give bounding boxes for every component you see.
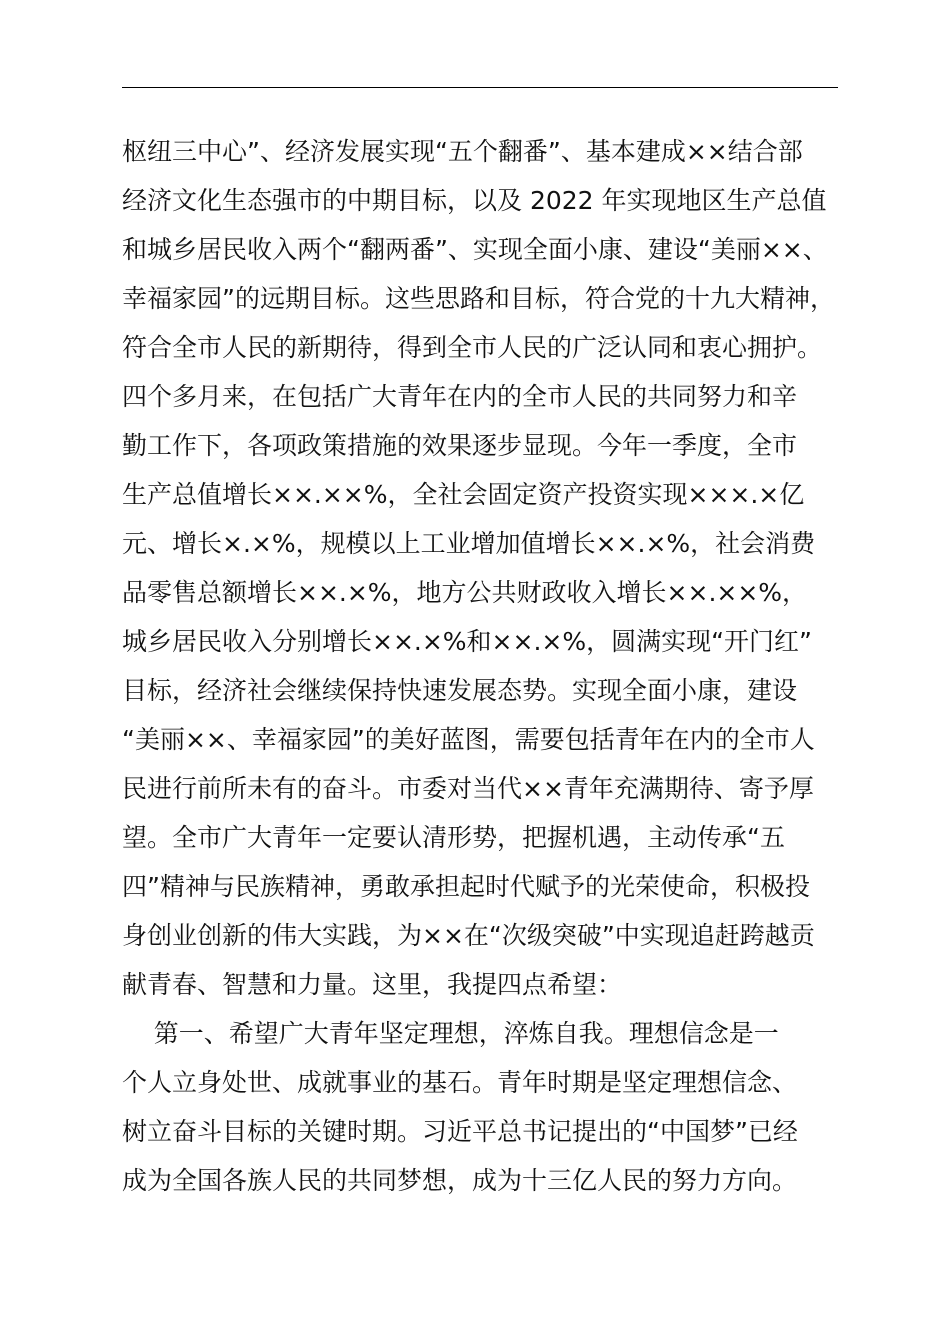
text-line: 品零售总额增长××.×%，地方公共财政收入增长××.××%， [122, 578, 808, 607]
page-body [122, 127, 862, 1205]
text-line: 成为全国各族人民的共同梦想，成为十三亿人民的努力方向。 [122, 1166, 798, 1195]
text-line: 身创业创新的伟大实践，为××在“次级突破”中实现追赶跨越贡 [122, 921, 815, 950]
text-line: 枢纽三中心”、经济发展实现“五个翻番”、基本建成××结合部 [122, 137, 803, 166]
text-line: 望。全市广大青年一定要认清形势，把握机遇，主动传承“五 [122, 823, 785, 852]
text-line: 四个多月来，在包括广大青年在内的全市人民的共同努力和辛 [122, 382, 798, 411]
text-line: 民进行前所未有的奋斗。市委对当代××青年充满期待、寄予厚 [122, 774, 814, 803]
text-line: 经济文化生态强市的中期目标，以及 2022 年实现地区生产总值 [122, 186, 827, 215]
paragraph [122, 1009, 862, 1205]
text-line: 勤工作下，各项政策措施的效果逐步显现。今年一季度，全市 [122, 431, 798, 460]
text-line: 符合全市人民的新期待，得到全市人民的广泛认同和衷心拥护。 [122, 333, 823, 362]
text-line: 四”精神与民族精神，勇敢承担起时代赋予的光荣使命，积极投 [122, 872, 810, 901]
text-line: 献青春、智慧和力量。这里，我提四点希望： [122, 970, 623, 999]
text-line: 个人立身处世、成就事业的基石。青年时期是坚定理想信念、 [122, 1068, 798, 1097]
header-rule [122, 87, 838, 88]
text-line: 城乡居民收入分别增长××.×%和××.×%，圆满实现“开门红” [122, 627, 812, 656]
paragraph [122, 127, 862, 1009]
text-line: 和城乡居民收入两个“翻两番”、实现全面小康、建设“美丽××、 [122, 235, 828, 264]
text-line: 树立奋斗目标的关键时期。习近平总书记提出的“中国梦”已经 [122, 1117, 798, 1146]
text-line: 第一、希望广大青年坚定理想，淬炼自我。理想信念是一 [122, 1019, 779, 1048]
text-line: 幸福家园”的远期目标。这些思路和目标，符合党的十九大精神， [122, 284, 835, 313]
text-line: 生产总值增长××.××%，全社会固定资产投资实现×××.×亿 [122, 480, 805, 509]
text-line: 元、增长×.×%，规模以上工业增加值增长××.×%，社会消费 [122, 529, 816, 558]
text-line: 目标，经济社会继续保持快速发展态势。实现全面小康，建设 [122, 676, 798, 705]
text-line: “美丽××、幸福家园”的美好蓝图，需要包括青年在内的全市人 [122, 725, 815, 754]
